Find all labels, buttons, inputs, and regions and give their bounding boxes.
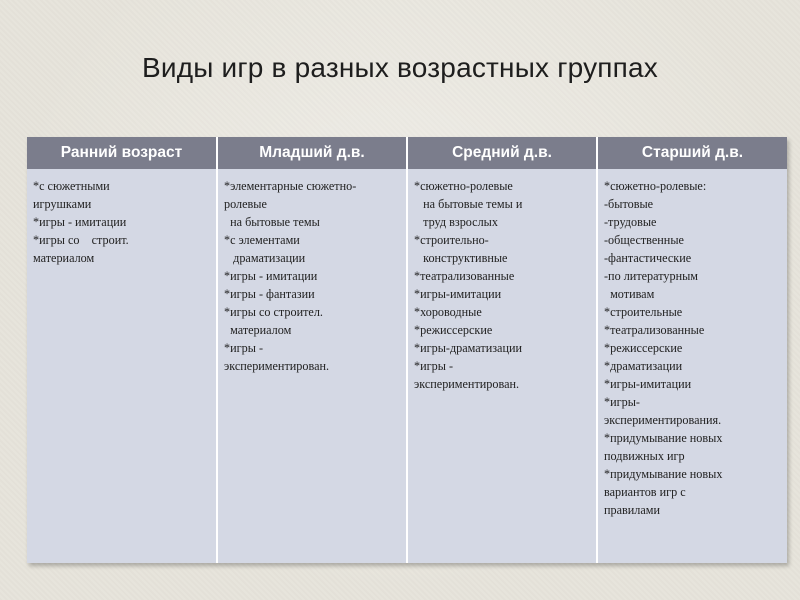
cell-line: *хороводные	[414, 305, 482, 319]
cell-line: мотивам	[604, 287, 655, 301]
cell-line: *игры - имитации	[224, 269, 318, 283]
cell-line: *сюжетно-ролевые	[414, 179, 513, 193]
cell-junior-preschool	[217, 169, 407, 563]
cell-line: *игры - имитации	[33, 215, 127, 229]
cell-line: -фантастические	[604, 251, 692, 265]
cell-line: *режиссерские	[604, 341, 683, 355]
header-middle-preschool: Средний д.в.	[407, 137, 597, 169]
cell-line: *игры со строител.	[224, 305, 323, 319]
cell-line: экспериментирован.	[224, 359, 330, 373]
header-senior-preschool: Старший д.в.	[597, 137, 787, 169]
cell-line: *придумывание новых	[604, 467, 723, 481]
cell-line: *с сюжетными	[33, 179, 110, 193]
cell-line: *режиссерские	[414, 323, 493, 337]
cell-line: *игры-имитации	[604, 377, 692, 391]
games-table-grid	[27, 137, 787, 563]
slide-title: Виды игр в разных возрастных группах	[141, 52, 658, 83]
cell-line: *театрализованные	[604, 323, 705, 337]
cell-line: труд взрослых	[414, 215, 498, 229]
cell-line: *с элементами	[224, 233, 300, 247]
cell-line: вариантов игр с	[604, 485, 686, 499]
header-early-age: Ранний возраст	[27, 137, 217, 169]
cell-line: материалом	[224, 323, 292, 337]
cell-line: *строительные	[604, 305, 683, 319]
table-row	[27, 169, 787, 563]
cell-senior-preschool	[597, 169, 787, 563]
cell-line: на бытовые темы	[224, 215, 320, 229]
cell-line: конструктивные	[414, 251, 508, 265]
cell-line: *игры-имитации	[414, 287, 502, 301]
cell-line: *театрализованные	[414, 269, 515, 283]
cell-line: -бытовые	[604, 197, 654, 211]
cell-line: *элементарные сюжетно-	[224, 179, 357, 193]
cell-middle-preschool	[407, 169, 597, 563]
cell-line: -трудовые	[604, 215, 657, 229]
cell-line: *игры со строит.	[33, 233, 129, 247]
cell-line: *игры-драматизации	[414, 341, 523, 355]
cell-line: экспериментирован.	[414, 377, 520, 391]
cell-line: на бытовые темы и	[414, 197, 523, 211]
cell-line: *игры - фантазии	[224, 287, 315, 301]
cell-line: игрушками	[33, 197, 92, 211]
cell-line: правилами	[604, 503, 661, 517]
cell-early-age	[27, 169, 217, 563]
cell-line: *драматизации	[604, 359, 683, 373]
cell-line: -по литературным	[604, 269, 699, 283]
cell-line: -общественные	[604, 233, 684, 247]
cell-line: *придумывание новых	[604, 431, 723, 445]
cell-line: драматизации	[224, 251, 306, 265]
cell-line: *сюжетно-ролевые:	[604, 179, 707, 193]
cell-line: экспериментирования.	[604, 413, 722, 427]
games-table	[27, 137, 787, 563]
cell-line: подвижных игр	[604, 449, 685, 463]
cell-line: ролевые	[224, 197, 267, 211]
header-junior-preschool: Младший д.в.	[217, 137, 407, 169]
table-header-row	[27, 137, 787, 169]
cell-line: материалом	[33, 251, 95, 265]
cell-line: *игры -	[414, 359, 454, 373]
cell-line: *игры -	[224, 341, 264, 355]
cell-line: *игры-	[604, 395, 640, 409]
cell-line: *строительно-	[414, 233, 489, 247]
